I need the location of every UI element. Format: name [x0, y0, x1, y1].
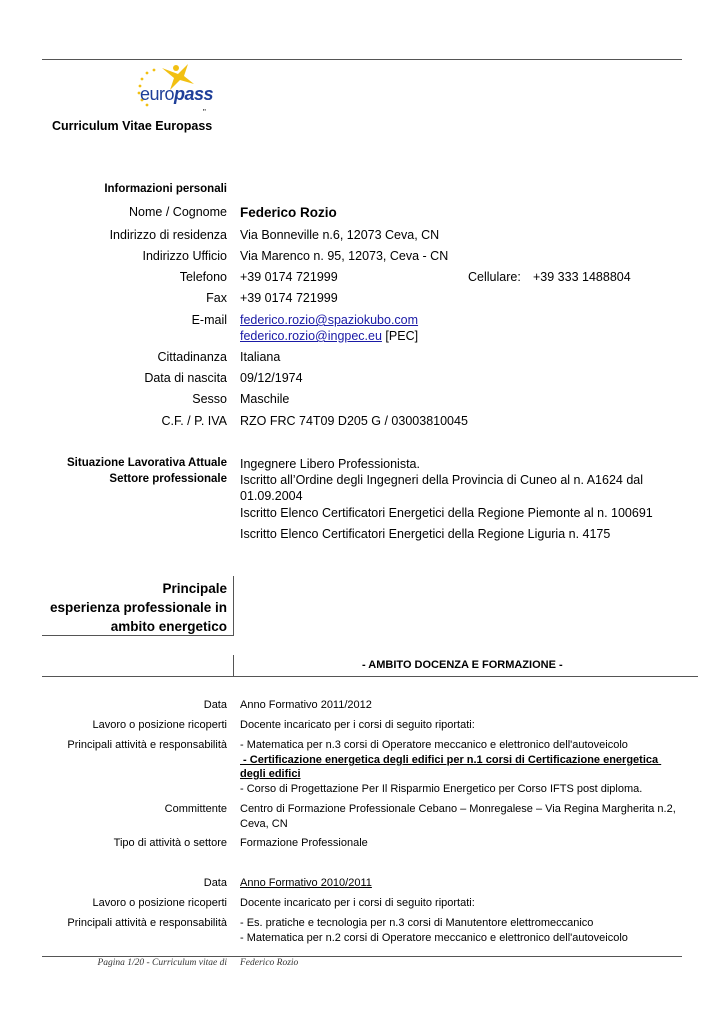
europass-logo — [132, 60, 222, 110]
birthdate-label: Data di nascita — [144, 371, 227, 385]
activity-line: - Certificazione energetica degli edifici per n.1 corsi di Certificazione energetica — [240, 754, 662, 766]
type-label: Tipo di attività o settore — [113, 837, 227, 849]
sex-label: Sesso — [192, 392, 227, 406]
name-label: Nome / Cognome — [129, 205, 227, 219]
work-status-line: Iscritto Elenco Certificatori Energetici della Regione Liguria n. 4175 — [240, 527, 611, 541]
mobile-label: Cellulare: — [468, 270, 521, 284]
logo-mark: " — [203, 108, 206, 117]
date-label: Data — [203, 699, 227, 711]
date-label: Data — [203, 877, 227, 889]
email-link[interactable]: federico.rozio@spaziokubo.com — [240, 313, 419, 327]
fax-value: +39 0174 721999 — [240, 291, 338, 305]
experience-heading — [50, 579, 227, 636]
activity-line: - Corso di Progettazione Per Il Risparmio Energetico per Corso IFTS post diploma. — [240, 783, 643, 795]
tax-code-value: RZO FRC 74T09 D205 G / 03003810045 — [240, 414, 468, 428]
activities-label: Principali attività e responsabilità — [67, 917, 227, 929]
work-status-line: Iscritto all’Ordine degli Ingegneri della Provincia di Cuneo al n. A1624 dal — [240, 473, 644, 487]
client-line: Centro di Formazione Professionale Cebano – Monregalese – Via Regina Margherita n.2, — [240, 803, 676, 815]
pec-email-row — [240, 329, 418, 343]
role-value: Docente incaricato per i corsi di seguito riportati: — [240, 897, 475, 909]
heading-line: ambito energetico — [110, 619, 227, 634]
section-title: - AMBITO DOCENZA E FORMAZIONE - — [362, 659, 563, 671]
activity-line: - Matematica per n.3 corsi di Operatore meccanico e elettronico dell'autoveicolo — [240, 739, 628, 751]
heading-line: esperienza professionale in — [49, 600, 227, 615]
fax-label: Fax — [206, 291, 227, 305]
email-label: E-mail — [191, 313, 227, 327]
work-status-line: Iscritto Elenco Certificatori Energetici della Regione Piemonte al n. 100691 — [240, 506, 653, 520]
residence-value: Via Bonneville n.6, 12073 Ceva, CN — [240, 228, 440, 242]
mobile-value: +39 333 1488804 — [533, 270, 631, 284]
phone-value: +39 0174 721999 — [240, 270, 338, 284]
section-divider — [233, 655, 234, 676]
work-status-line: 01.09.2004 — [240, 489, 303, 503]
phone-label: Telefono — [179, 270, 227, 284]
heading-line: Principale — [162, 581, 227, 596]
document-title: Curriculum Vitae Europass — [52, 119, 213, 133]
type-value: Formazione Professionale — [240, 837, 368, 849]
client-line: Ceva, CN — [240, 818, 288, 830]
activity-line: degli edifici — [240, 768, 301, 780]
date-value: Anno Formativo 2010/2011 — [240, 877, 372, 889]
section-rule — [42, 676, 698, 677]
sex-value: Maschile — [240, 392, 290, 406]
activity-line: - Es. pratiche e tecnologia per n.3 corsi di Manutentore elettromeccanico — [240, 917, 594, 929]
office-label: Indirizzo Ufficio — [142, 249, 227, 263]
office-value: Via Marenco n. 95, 12073, Ceva - CN — [240, 249, 449, 263]
heading-divider — [233, 576, 234, 636]
client-label: Committente — [164, 803, 227, 815]
citizenship-value: Italiana — [240, 350, 281, 364]
logo-text-euro: euro — [140, 84, 175, 104]
citizenship-label: Cittadinanza — [157, 350, 227, 364]
role-label: Lavoro o posizione ricoperti — [92, 719, 227, 731]
work-status-line: Ingegnere Libero Professionista. — [240, 457, 420, 471]
footer-name: Federico Rozio — [240, 958, 299, 968]
date-value: Anno Formativo 2011/2012 — [240, 699, 372, 711]
activity-line: - Matematica per n.2 corsi di Operatore meccanico e elettronico dell'autoveicolo — [240, 932, 628, 944]
role-value: Docente incaricato per i corsi di seguito riportati: — [240, 719, 475, 731]
birthdate-value: 09/12/1974 — [240, 371, 303, 385]
residence-label: Indirizzo di residenza — [109, 228, 227, 242]
role-label: Lavoro o posizione ricoperti — [92, 897, 227, 909]
work-status-label: Situazione Lavorativa Attuale — [67, 457, 227, 469]
activities-label: Principali attività e responsabilità — [67, 739, 227, 751]
sector-label: Settore professionale — [109, 473, 227, 485]
pec-tag: [PEC] — [385, 329, 419, 343]
footer-page-info: Pagina 1/20 - Curriculum vitae di — [97, 958, 227, 968]
logo-text-pass: pass — [174, 84, 214, 104]
section-personal-info: Informazioni personali — [104, 183, 227, 195]
tax-code-label: C.F. / P. IVA — [161, 414, 227, 428]
pec-email-link[interactable]: federico.rozio@ingpec.eu — [240, 329, 382, 343]
footer-rule — [42, 956, 682, 957]
name-value: Federico Rozio — [240, 205, 337, 220]
